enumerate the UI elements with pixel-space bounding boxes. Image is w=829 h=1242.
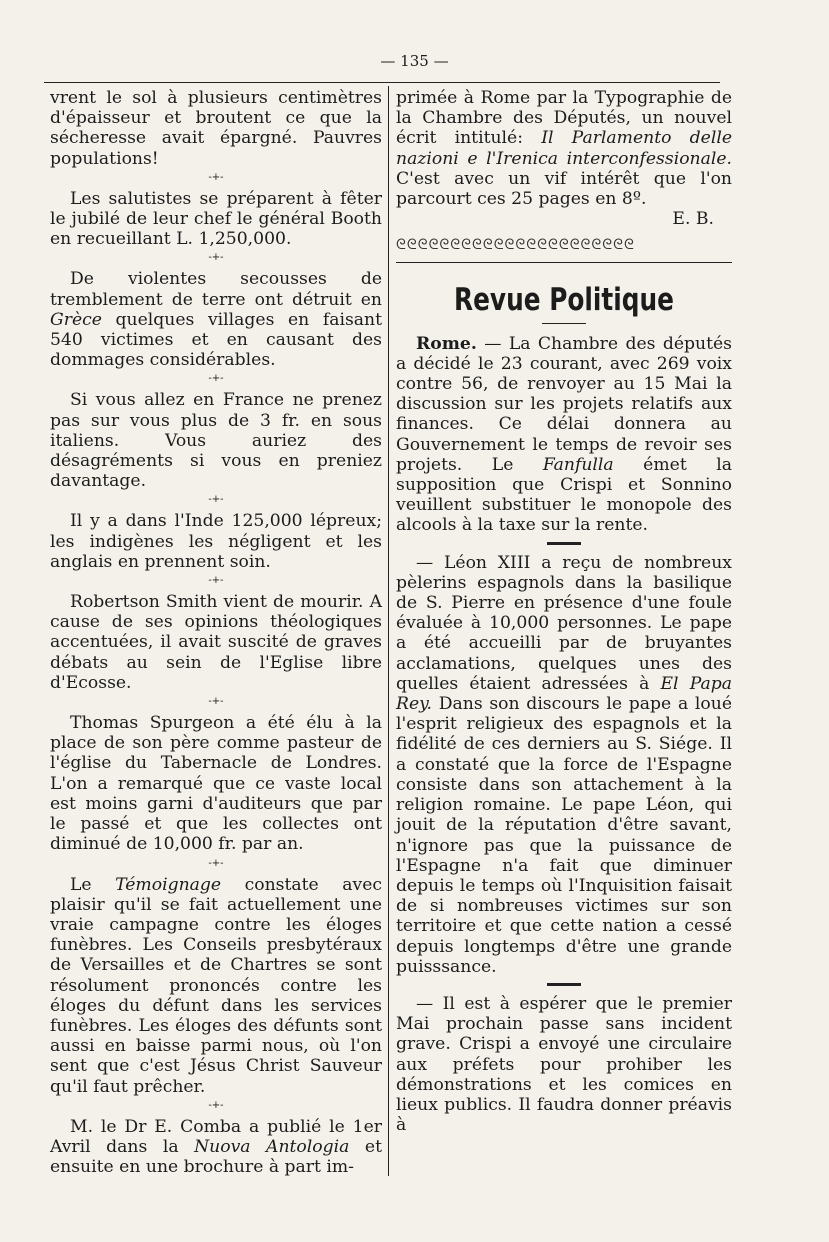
text-run: C'est avec un vif intérêt que l'on parcourt ces 25 pages en 8º.	[396, 168, 732, 210]
ornament-border-icon: ᘓᘓᘓᘓᘓᘓᘓᘓᘓᘓᘓᘓᘓᘓᘓᘓᘓᘓᘓᘓᘓᘓ	[396, 237, 635, 254]
paragraph-salutistes: Les salutistes se préparent à fêter le jubilé de leur chef le général Booth en recueillant L. 1,250,000.	[50, 188, 382, 250]
paragraph-rome	[396, 334, 732, 536]
text-run: Le	[70, 874, 116, 895]
text-run: émet la supposition que Crispi et Sonnino veuillent substituer le monopole des alcools à la taxe sur la rente.	[396, 454, 732, 536]
italic-run: Nuova Antologia	[194, 1136, 350, 1157]
separator-bar	[547, 542, 581, 545]
paragraph-france: Si vous allez en France ne prenez pas sur vous plus de 3 fr. en sous italiens. Vous auriez des désagréments si vous en preniez davantage.	[50, 390, 382, 492]
paragraph-lepers: Il y a dans l'Inde 125,000 lépreux; les indigènes les négligent et les anglais en prennent soin.	[50, 511, 382, 572]
text-run: Dans son discours le pape a loué l'esprit religieux des espagnols et la fidélité de ces derniers au S. Siége. Il a constaté que la force de l'Espagne consiste dans son attachement à la religion romaine. Le pape Léon, qui jouit de la réputation d'être savant, n'ignore pas que la puissance de l'Espagne n'a fait que diminuer depuis le temps où l'Inquisition faisait de si nombreuses victimes sur son territoire et que cette nation a cessé depuis longtemps d'être une grande puisssance.	[396, 694, 732, 977]
paragraph-premier-mai: — Il est à espérer que le premier Mai prochain passe sans incident grave. Crispi a envoyé une circulaire aux préfets pour prohiber les démonstrations et les comices en lieux publics. Il faudra donner préavis à	[396, 993, 732, 1136]
separator-icon: -+-	[208, 575, 224, 587]
separator-icon: -+-	[208, 252, 224, 264]
paragraph-spurgeon: Thomas Spurgeon a été élu à la place de son père comme pasteur de l'église du Tabernacle de Londres. L'on a remarqué que ce vaste local est moins garni d'auditeurs que par le passé et que les collectes ont diminué de 10,000 fr. par an.	[50, 713, 382, 855]
paragraph-locusts: vrent le sol à plusieurs centimètres d'épaisseur et broutent ce que la sécheresse avait épargné. Pauvres populations!	[50, 88, 382, 169]
italic-run: El Papa Rey.	[396, 673, 733, 715]
section-title: Revue Politique	[454, 281, 674, 318]
signature: E. B.	[672, 209, 714, 230]
italic-run: Grèce	[50, 309, 102, 330]
lead-word: Rome.	[416, 333, 477, 354]
text-run: — Léon XIII a reçu de nombreux pèlerins espagnols dans la basilique de S. Pierre en présence d'une foule évaluée à 10,000 personnes. Le pape a été accueilli par de bruyantes acclamations, quelques unes des quelles étaient adressées à	[396, 552, 732, 694]
text-run: M. le Dr E. Comba a publié le 1er Avril dans la	[50, 1116, 382, 1157]
separator-bar	[547, 983, 581, 986]
header-rule	[44, 82, 720, 83]
ornament-rule	[396, 262, 732, 263]
text-run: et ensuite en une brochure à part im-	[50, 1136, 382, 1178]
text-run: — La Chambre des députés a décidé le 23 courant, avec 269 voix contre 56, de renvoyer au 15 Mai la discussion sur les projets relatifs aux finances. Ce délai donnera au Gouvernement le temps de revoir ses projets. Le	[396, 333, 732, 475]
text-run: constate avec plaisir qu'il se fait actuellement une vraie campagne contre les éloges funèbres. Les Conseils presbytéraux de Versailles et de Chartres se sont résolument prononcés contre les éloges du défunt dans les services funèbres. Les éloges des défunts sont aussi en baisse parmi nous, où l'on sent que c'est Jésus Christ Sauveur qu'il faut prêcher.	[50, 874, 382, 1097]
italic-run: Témoignage	[115, 874, 222, 895]
column-divider	[388, 86, 389, 1176]
paragraph-robertson-smith: Robertson Smith vient de mourir. A cause de ses opinions théologiques accentuées, il avait suscité de graves débats au sein de l'Eglise libre d'Ecosse.	[50, 592, 382, 693]
paragraph-comba	[50, 1117, 382, 1178]
paragraph-comba-continued	[396, 88, 732, 209]
paragraph-earthquake	[50, 269, 382, 370]
separator-icon: -+-	[208, 373, 224, 385]
separator-icon: -+-	[208, 857, 224, 869]
text-run: De violentes secousses de tremblement de terre ont détruit en	[50, 269, 382, 310]
italic-run: Il Parlamento delle nazioni e l'Irenica interconfessionale.	[396, 128, 732, 169]
left-column	[50, 88, 382, 1177]
text-run: primée à Rome par la Typographie de la Chambre des Députés, un nouvel écrit intitulé:	[396, 88, 732, 149]
separator-icon: -+-	[208, 696, 224, 708]
separator-icon: -+-	[208, 171, 224, 183]
separator-icon: -+-	[208, 494, 224, 506]
right-column	[396, 88, 732, 1135]
italic-run: Fanfulla	[542, 454, 614, 475]
paragraph-leon-xiii	[396, 553, 732, 977]
paragraph-temoignage	[50, 875, 382, 1097]
page-number: — 135 —	[380, 52, 449, 70]
text-run: quelques villages en faisant 540 victimes et en causant des dommages considérables.	[50, 309, 382, 371]
separator-icon: -+-	[208, 1099, 224, 1111]
title-dash	[542, 323, 586, 324]
